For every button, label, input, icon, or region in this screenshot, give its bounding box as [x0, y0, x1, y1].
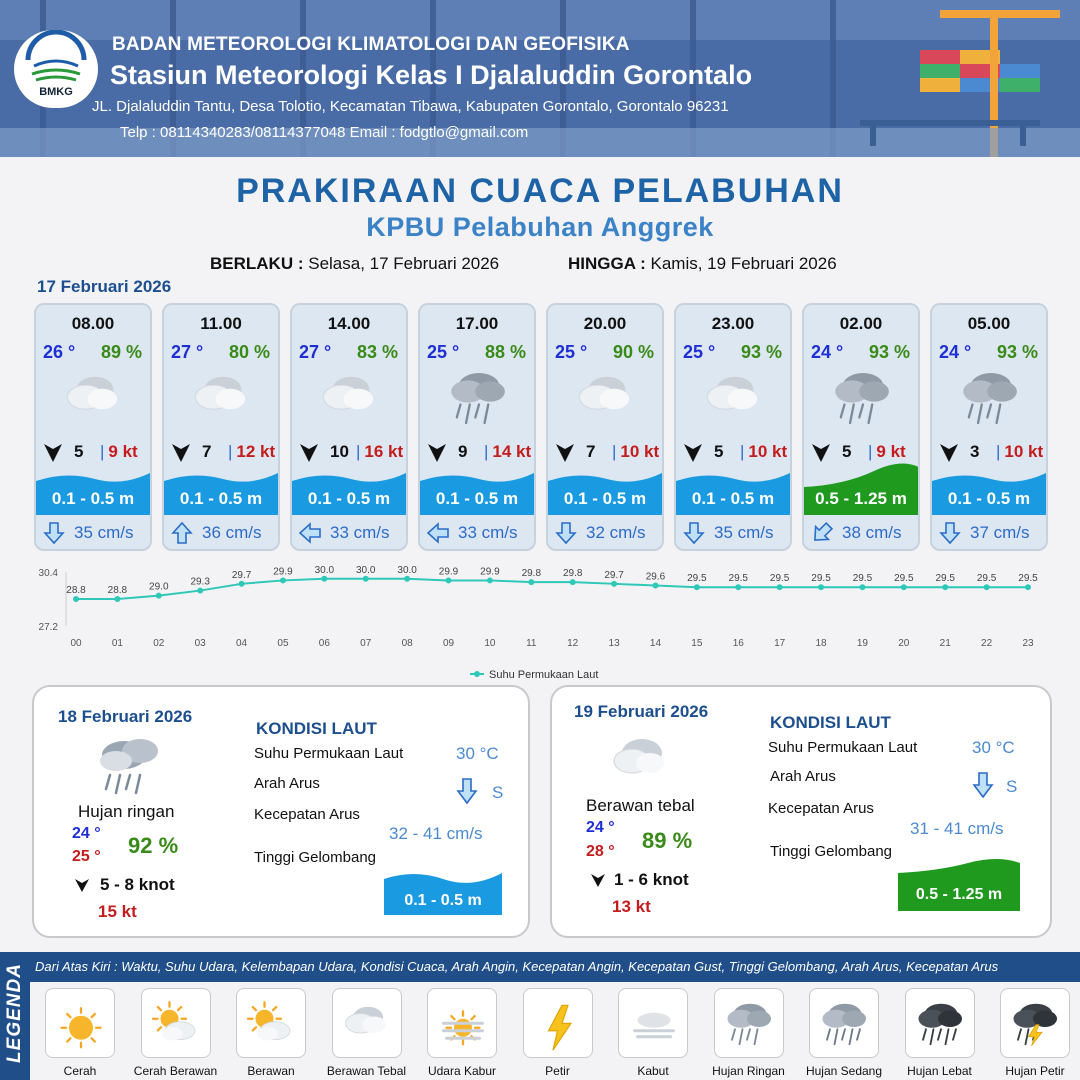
- card-current: [676, 519, 790, 549]
- sun-cloud-icon: [242, 994, 302, 1054]
- chart-point: [652, 583, 658, 589]
- chart-x-tick: 22: [981, 638, 993, 649]
- legend-item: [236, 988, 308, 1078]
- page-title: PRAKIRAAN CUACA PELABUHAN: [236, 172, 844, 210]
- chart-data-label: 29.5: [728, 573, 748, 585]
- card-temperature: 24 °: [939, 342, 972, 362]
- legend-icon-box: [905, 988, 975, 1058]
- cloudy-icon: [608, 733, 670, 779]
- day2-sst-value: 30 °C: [456, 744, 499, 763]
- card-time: 02.00: [839, 314, 883, 333]
- legend-item-label: Berawan Tebal: [326, 1064, 407, 1078]
- chart-data-label: 29.8: [521, 568, 542, 580]
- card-humidity: 83 %: [356, 342, 398, 362]
- chart-x-tick: 07: [360, 638, 372, 649]
- forecast-card: [418, 303, 536, 551]
- chart-point: [239, 581, 245, 587]
- chart-data-label: 29.5: [811, 573, 831, 585]
- light-rain-icon: [826, 365, 900, 431]
- chart-point: [73, 596, 79, 602]
- card-gust: | 14 kt: [484, 442, 532, 461]
- card-current: [932, 519, 1046, 549]
- day3-wave-value: 0.5 - 1.25 m: [915, 886, 1003, 903]
- forecast-card: [546, 303, 664, 551]
- card-time: 11.00: [200, 314, 242, 333]
- card-gust-value: 14 kt: [492, 442, 532, 461]
- wind-direction-icon: [554, 441, 576, 463]
- card-current-speed: 32 cm/s: [586, 523, 646, 542]
- legend-icon-box: [45, 988, 115, 1058]
- day2-humidity: 92 %: [128, 833, 179, 858]
- legend-icon-box: [1000, 988, 1070, 1058]
- day3-wave-label: Tinggi Gelombang: [770, 843, 893, 860]
- card-gust: | 10 kt: [996, 442, 1044, 461]
- card-temperature: 25 °: [427, 342, 460, 362]
- moderate-rain-icon: [815, 994, 875, 1054]
- legend-item: [805, 988, 883, 1078]
- day3-sst-label: Suhu Permukaan Laut: [768, 739, 918, 756]
- legend-item: [133, 988, 218, 1078]
- card-humidity: 90 %: [612, 342, 654, 362]
- chart-data-label: 29.5: [687, 573, 707, 585]
- card-wave-height: 0.1 - 0.5 m: [563, 489, 647, 508]
- card-current-speed: 37 cm/s: [970, 523, 1030, 542]
- card-current-speed: 38 cm/s: [842, 523, 902, 542]
- legend-item-label: Hujan Lebat: [907, 1064, 972, 1078]
- light-rain-icon: [954, 365, 1028, 431]
- forecast-card: [162, 303, 280, 551]
- chart-data-label: 29.6: [645, 571, 666, 583]
- legend-item: [326, 988, 407, 1078]
- day3-date: 19 Februari 2026: [574, 702, 709, 721]
- legend-item-label: Kabut: [637, 1064, 669, 1078]
- chart-data-label: 29.8: [562, 568, 583, 580]
- forecast-card: [674, 303, 792, 551]
- card-gust-value: 16 kt: [364, 442, 404, 461]
- card-time: 23.00: [711, 314, 755, 333]
- chart-x-tick: 04: [236, 638, 248, 649]
- chart-data-label: 30.0: [356, 564, 376, 576]
- chart-data-label: 29.9: [273, 566, 293, 578]
- chart-data-label: 30.0: [397, 564, 417, 576]
- day2-current-speed-value: 32 - 41 cm/s: [389, 824, 483, 843]
- chart-data-label: 29.7: [231, 569, 252, 581]
- card-gust-value: 9 kt: [108, 442, 138, 461]
- chart-x-tick: 00: [70, 638, 82, 649]
- day3-temp-min: 24 °: [586, 819, 615, 836]
- legend-item: [45, 988, 117, 1078]
- day3-current-dir-value: S: [1006, 777, 1018, 796]
- card-current-speed: 33 cm/s: [458, 523, 518, 542]
- day3-kondisi-title: KONDISI LAUT: [770, 713, 891, 732]
- card-humidity: 80 %: [228, 342, 270, 362]
- day2-current-speed-label: Kecepatan Arus: [254, 806, 360, 823]
- page-subtitle: KPBU Pelabuhan Anggrek: [366, 212, 714, 242]
- card-current-speed: 33 cm/s: [330, 523, 390, 542]
- legend-item-label: Cerah: [63, 1064, 97, 1078]
- card-wind: [298, 441, 408, 463]
- legend-icon-box: [427, 988, 497, 1058]
- current-direction-icon: [298, 521, 322, 545]
- validity-from-label: BERLAKU :: [210, 254, 304, 273]
- legend-description: Dari Atas Kiri : Waktu, Suhu Udara, Kelembapan Udara, Kondisi Cuaca, Arah Angin, Kecepatan Angin, Kecepatan Gust, Tinggi Gelombang, Arah Arus, Kecepatan Arus: [30, 952, 1080, 982]
- wind-direction-icon: [590, 872, 606, 888]
- card-wave-height: 0.1 - 0.5 m: [435, 489, 519, 508]
- lightning-icon: [529, 994, 589, 1054]
- card-current: [164, 519, 278, 549]
- validity-to-value: Kamis, 19 Februari 2026: [650, 254, 837, 273]
- legend-item-label: Petir: [545, 1064, 570, 1078]
- chart-x-tick: 17: [774, 638, 786, 649]
- wind-direction-icon: [42, 441, 64, 463]
- current-direction-icon: [170, 521, 194, 545]
- forecast-card: [34, 303, 152, 551]
- day3-sst-value: 30 °C: [972, 738, 1015, 757]
- card-current: [36, 519, 150, 549]
- light-rain-icon: [720, 994, 780, 1054]
- chart-point: [694, 584, 700, 590]
- haze-icon: [433, 994, 493, 1054]
- day2-panel: [32, 685, 530, 938]
- day2-kondisi-title: KONDISI LAUT: [256, 719, 377, 738]
- legend-icon-box: [141, 988, 211, 1058]
- chart-data-label: 29.7: [604, 569, 624, 581]
- chart-x-tick: 11: [526, 638, 537, 649]
- card-gust-value: 10 kt: [1004, 442, 1044, 461]
- wind-direction-icon: [426, 441, 448, 463]
- chart-x-tick: 05: [277, 638, 289, 649]
- sea-surface-temperature-chart: [0, 560, 1080, 685]
- day2-condition: Hujan ringan: [78, 802, 175, 821]
- legend-title: LEGENDA: [4, 963, 25, 1063]
- legend-item-label: Udara Kabur: [427, 1064, 497, 1078]
- heavy-rain-icon: [911, 994, 971, 1054]
- day2-temp-max: 25 °: [72, 848, 101, 865]
- card-wind-speed: 5: [74, 442, 84, 461]
- day3-current-speed-value: 31 - 41 cm/s: [910, 819, 1004, 838]
- legend-item: [427, 988, 499, 1078]
- chart-x-tick: 14: [649, 638, 662, 649]
- card-wind: [170, 441, 280, 463]
- wind-direction-icon: [170, 441, 192, 463]
- chart-point: [859, 584, 865, 590]
- chart-data-label: 29.0: [149, 581, 169, 593]
- legend-item: [1000, 988, 1072, 1078]
- thunderstorm-icon: [1006, 994, 1066, 1054]
- day3-wind-speed: 1 - 6 knot: [614, 870, 689, 889]
- card-wind-speed: 10: [330, 442, 349, 461]
- chart-x-tick: 12: [567, 638, 579, 649]
- legend-item-label: Cerah Berawan: [133, 1064, 218, 1078]
- chart-x-tick: 01: [111, 638, 123, 649]
- legend-icon-box: [332, 988, 402, 1058]
- card-temperature: 25 °: [683, 342, 716, 362]
- chart-data-label: 29.5: [935, 573, 955, 585]
- legend-item-label: Hujan Petir: [1005, 1064, 1065, 1078]
- chart-x-tick: 02: [153, 638, 165, 649]
- card-wind-speed: 5: [714, 442, 724, 461]
- card-wind: [554, 441, 664, 463]
- day2-wave-value: 0.1 - 0.5 m: [404, 892, 482, 909]
- validity-to: [568, 254, 837, 274]
- card-wave-height: 0.5 - 1.25 m: [815, 489, 907, 508]
- chart-point: [114, 596, 120, 602]
- card-gust-value: 9 kt: [876, 442, 906, 461]
- current-direction-icon: [938, 521, 962, 545]
- chart-data-label: 30.0: [314, 564, 335, 576]
- card-humidity: 88 %: [484, 342, 526, 362]
- chart-x-tick: 19: [856, 638, 868, 649]
- validity-from-value: Selasa, 17 Februari 2026: [308, 254, 500, 273]
- chart-point: [280, 577, 286, 583]
- chart-x-tick: 03: [194, 638, 206, 649]
- card-gust: | 12 kt: [228, 442, 276, 461]
- card-current: [548, 519, 662, 549]
- chart-x-tick: 23: [1022, 638, 1034, 649]
- chart-legend-label: Suhu Permukaan Laut: [489, 669, 599, 681]
- chart-x-tick: 16: [732, 638, 744, 649]
- current-direction-south-icon: [972, 771, 994, 799]
- chart-y-tick: 30.4: [38, 568, 58, 579]
- legend-item-label: Hujan Ringan: [712, 1064, 785, 1078]
- wind-direction-icon: [810, 441, 832, 463]
- card-gust: | 9 kt: [868, 442, 906, 461]
- current-direction-south-icon: [456, 777, 478, 805]
- legend-item: [618, 988, 690, 1078]
- day3-gust: 13 kt: [612, 897, 651, 916]
- agency-name: BADAN METEOROLOGI KLIMATOLOGI DAN GEOFISIKA: [112, 34, 630, 55]
- card-gust: | 16 kt: [356, 442, 404, 461]
- chart-x-tick: 13: [608, 638, 620, 649]
- card-gust-value: 10 kt: [748, 442, 788, 461]
- card-current-speed: 35 cm/s: [714, 523, 774, 542]
- day2-temp-min: 24 °: [72, 825, 101, 842]
- card-temperature: 24 °: [811, 342, 844, 362]
- card-wave-height: 0.1 - 0.5 m: [307, 489, 391, 508]
- chart-point: [984, 584, 990, 590]
- day2-wave-label: Tinggi Gelombang: [254, 849, 377, 866]
- chart-data-label: 29.5: [1018, 573, 1038, 585]
- legend-icon-box: [714, 988, 784, 1058]
- forecast-card: [802, 303, 920, 551]
- chart-data-label: 28.8: [107, 585, 128, 596]
- chart-data-label: 29.5: [894, 573, 914, 585]
- chart-x-tick: 20: [898, 638, 910, 649]
- legend-icon-box: [618, 988, 688, 1058]
- day3-temp-max: 28 °: [586, 843, 615, 860]
- chart-point: [487, 577, 493, 583]
- day3-condition: Berawan tebal: [586, 796, 695, 815]
- card-temperature: 25 °: [555, 342, 588, 362]
- day2-gust: 15 kt: [98, 902, 137, 921]
- card-humidity: 89 %: [100, 342, 142, 362]
- chart-point: [321, 576, 327, 582]
- sun-icon: [51, 994, 111, 1054]
- card-wave-height: 0.1 - 0.5 m: [51, 489, 135, 508]
- chart-x-tick: 09: [442, 638, 455, 649]
- card-current: [420, 519, 534, 549]
- chart-data-label: 29.5: [976, 573, 997, 585]
- cloudy-icon: [58, 365, 132, 431]
- legend-item: [523, 988, 595, 1078]
- chart-point: [404, 576, 410, 582]
- chart-point: [570, 579, 576, 585]
- card-gust: | 10 kt: [612, 442, 660, 461]
- card-temperature: 27 °: [171, 342, 204, 362]
- card-gust: | 10 kt: [740, 442, 788, 461]
- card-gust-value: 12 kt: [236, 442, 276, 461]
- chart-x-tick: 10: [484, 638, 496, 649]
- wind-direction-icon: [74, 877, 90, 893]
- chart-point: [611, 581, 617, 587]
- card-humidity: 93 %: [868, 342, 910, 362]
- day3-current-speed-label: Kecepatan Arus: [768, 800, 874, 817]
- day1-date: 17 Februari 2026: [37, 277, 172, 296]
- card-time: 08.00: [71, 314, 115, 333]
- chart-data-label: 29.9: [480, 566, 500, 578]
- chart-x-tick: 18: [815, 638, 827, 649]
- legend-icon-box: [523, 988, 593, 1058]
- header-banner: [0, 0, 1080, 157]
- legend: [0, 952, 1080, 1080]
- cloudy-icon: [698, 365, 772, 431]
- day2-current-dir-label: Arah Arus: [254, 775, 320, 792]
- cloudy-icon: [570, 365, 644, 431]
- chart-data-label: 29.3: [190, 576, 210, 588]
- chart-point: [818, 584, 824, 590]
- day2-sst-label: Suhu Permukaan Laut: [254, 745, 404, 762]
- chart-data-label: 28.8: [66, 585, 86, 596]
- station-name: Stasiun Meteorologi Kelas I Djalaluddin Gorontalo: [110, 60, 753, 90]
- current-direction-icon: [682, 521, 706, 545]
- card-wind: [938, 441, 1048, 463]
- day2-wind-speed: 5 - 8 knot: [100, 875, 175, 894]
- current-direction-icon: [426, 521, 450, 545]
- cloudy-icon: [338, 994, 398, 1054]
- card-wind-speed: 9: [458, 442, 468, 461]
- chart-point: [777, 584, 783, 590]
- card-wave-height: 0.1 - 0.5 m: [947, 489, 1031, 508]
- card-gust: | 9 kt: [100, 442, 138, 461]
- legend-item-label: Berawan: [247, 1064, 295, 1078]
- validity-from: [210, 254, 499, 274]
- current-direction-icon: [554, 521, 578, 545]
- card-wind: [810, 441, 920, 463]
- card-wind-speed: 7: [586, 442, 596, 461]
- day2-date: 18 Februari 2026: [58, 707, 193, 726]
- cloudy-icon: [186, 365, 260, 431]
- wind-direction-icon: [298, 441, 320, 463]
- chart-y-tick: 27.2: [38, 622, 58, 633]
- card-current: [292, 519, 406, 549]
- forecast-card: [290, 303, 408, 551]
- light-rain-icon: [442, 365, 516, 431]
- card-current-speed: 36 cm/s: [202, 523, 262, 542]
- light-rain-icon: [90, 731, 170, 805]
- chart-point: [735, 584, 741, 590]
- card-current-speed: 35 cm/s: [74, 523, 134, 542]
- card-current: [804, 519, 918, 549]
- current-direction-icon: [810, 521, 834, 545]
- wind-direction-icon: [938, 441, 960, 463]
- card-temperature: 27 °: [299, 342, 332, 362]
- card-humidity: 93 %: [740, 342, 782, 362]
- card-wind-speed: 3: [970, 442, 980, 461]
- card-time: 14.00: [327, 314, 371, 333]
- fog-icon: [624, 994, 684, 1054]
- chart-point: [363, 576, 369, 582]
- chart-data-label: 29.9: [438, 566, 459, 578]
- day3-humidity: 89 %: [642, 828, 693, 853]
- station-address: JL. Djalaluddin Tantu, Desa Tolotio, Kecamatan Tibawa, Kabupaten Gorontalo, Gorontalo 96231: [92, 98, 729, 115]
- chart-point: [156, 593, 162, 599]
- station-contact: Telp : 08114340283/08114377048 Email : fodgtlo@gmail.com: [120, 124, 529, 141]
- bmkg-logo: [14, 30, 98, 108]
- chart-x-tick: 15: [691, 638, 703, 649]
- legend-icon-box: [809, 988, 879, 1058]
- chart-point: [528, 579, 534, 585]
- chart-legend-marker: [474, 671, 480, 677]
- card-wind-speed: 5: [842, 442, 852, 461]
- legend-icon-box: [236, 988, 306, 1058]
- card-wave-height: 0.1 - 0.5 m: [691, 489, 775, 508]
- forecast-card: [930, 303, 1048, 551]
- chart-x-tick: 21: [939, 638, 951, 649]
- day3-current-dir-label: Arah Arus: [770, 768, 836, 785]
- sun-cloud-icon: [147, 994, 207, 1054]
- chart-point: [901, 584, 907, 590]
- chart-x-tick: 06: [318, 638, 330, 649]
- chart-point: [197, 588, 203, 594]
- day2-current-dir-value: S: [492, 783, 504, 802]
- legend-item: [712, 988, 786, 1078]
- card-time: 05.00: [967, 314, 1011, 333]
- legend-tab: [0, 952, 30, 1080]
- chart-x-tick: 08: [401, 638, 413, 649]
- day3-panel: [550, 685, 1052, 938]
- card-time: 17.00: [455, 314, 499, 333]
- card-wind: [426, 441, 536, 463]
- wind-direction-icon: [682, 441, 704, 463]
- card-wind: [682, 441, 792, 463]
- validity-to-label: HINGGA :: [568, 254, 646, 273]
- chart-data-label: 29.5: [769, 573, 790, 585]
- card-time: 20.00: [583, 314, 627, 333]
- cloudy-icon: [314, 365, 388, 431]
- card-wind: [42, 441, 152, 463]
- chart-data-label: 29.5: [852, 573, 873, 585]
- card-temperature: 26 °: [43, 342, 76, 362]
- current-direction-icon: [42, 521, 66, 545]
- chart-point: [942, 584, 948, 590]
- chart-point: [1025, 584, 1031, 590]
- card-gust-value: 10 kt: [620, 442, 660, 461]
- legend-item: [905, 988, 977, 1078]
- chart-point: [446, 577, 452, 583]
- card-wave-height: 0.1 - 0.5 m: [179, 489, 263, 508]
- logo-text: BMKG: [39, 86, 73, 98]
- card-wind-speed: 7: [202, 442, 212, 461]
- card-humidity: 93 %: [996, 342, 1038, 362]
- legend-item-label: Hujan Sedang: [805, 1064, 883, 1078]
